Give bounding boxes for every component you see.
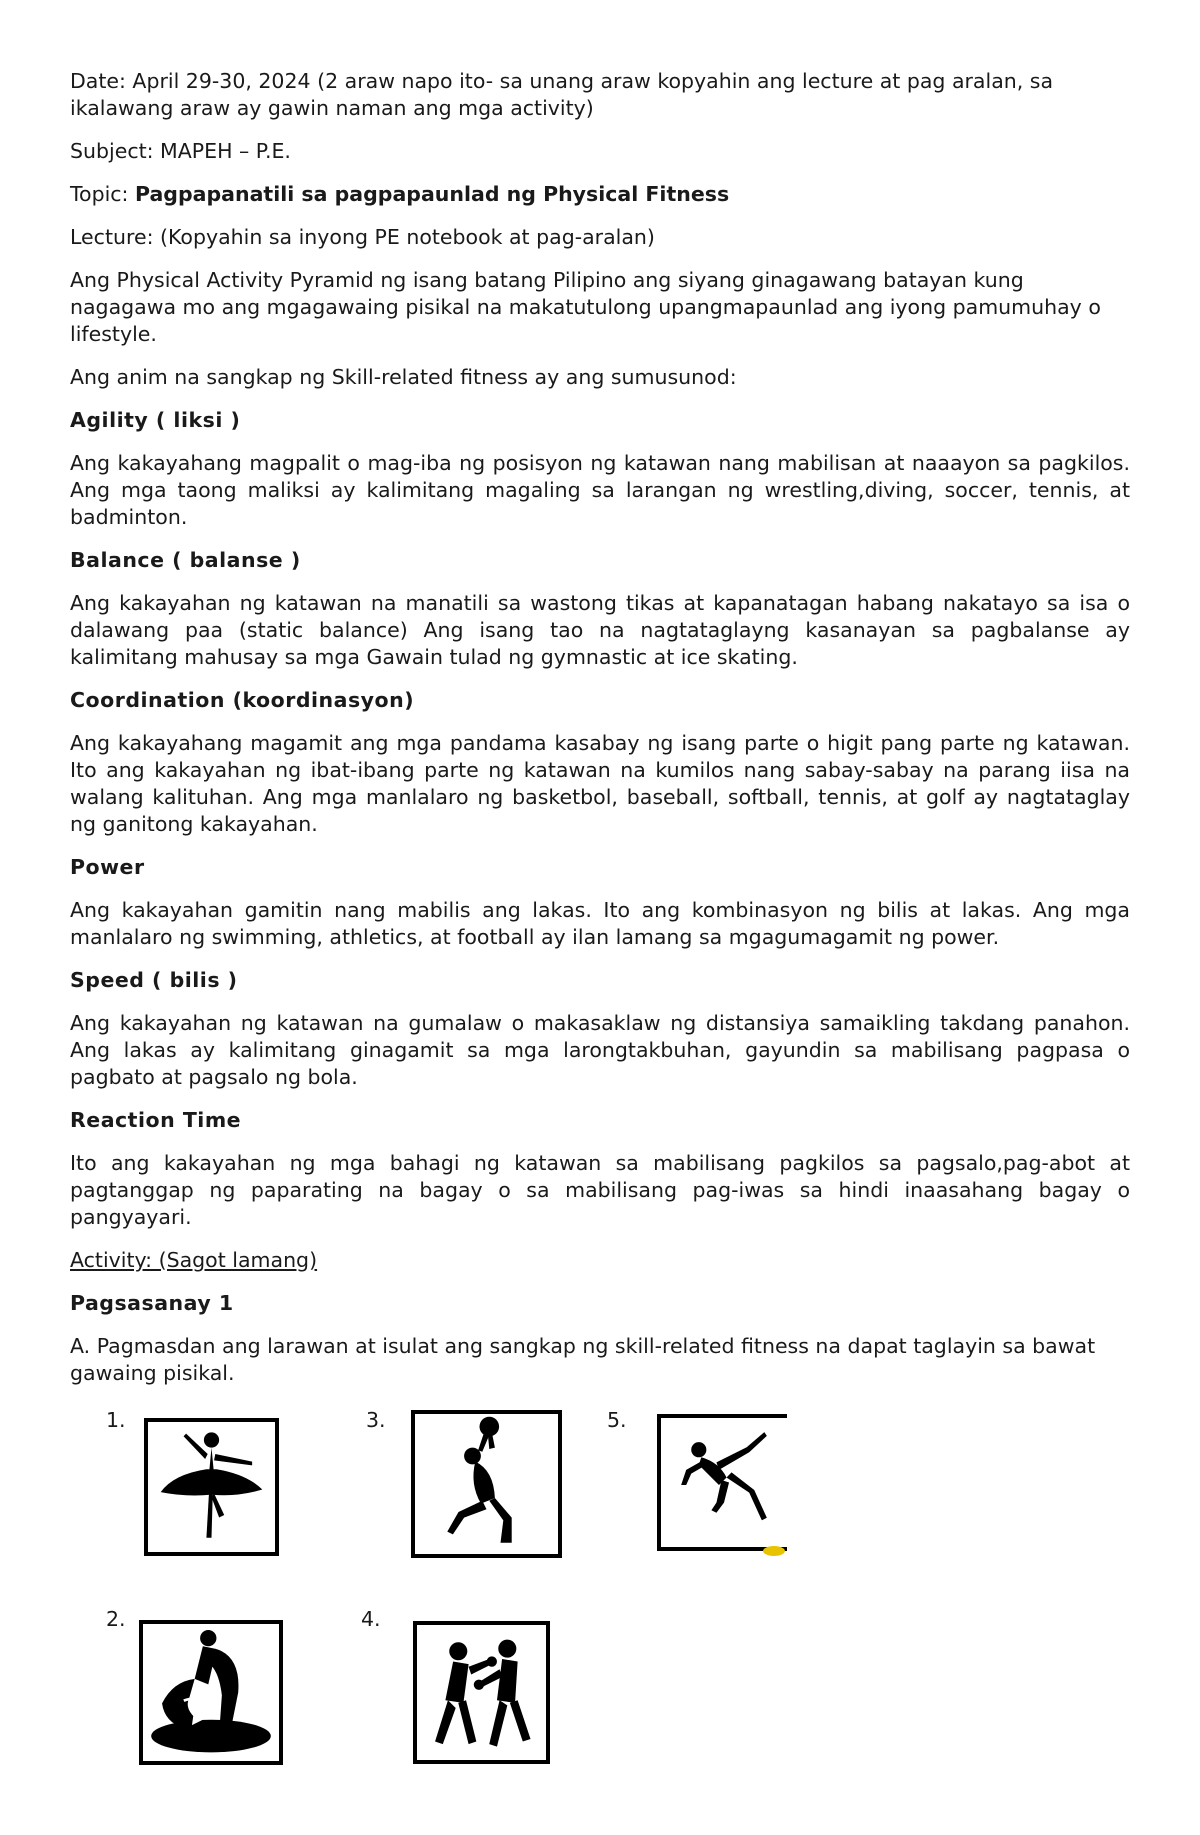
section-body-power: Ang kakayahan gamitin nang mabilis ang lakas. Ito ang kombinasyon ng bilis at lakas. Ang mga manlalaro ng swimming, athletics, at football ay ilan lamang sa mgagumagamit ng power. xyxy=(70,898,1130,949)
section-body-speed: Ang kakayahan ng katawan na gumalaw o makasaklaw ng distansiya samaikling takdang panahon. Ang lakas ay kalimitang ginagamit sa mga larongtakbuhan, gayundin sa mabilisang pagpasa o pagbato at pagsalo ng bola. xyxy=(70,1011,1130,1089)
wrestling-icon xyxy=(139,1620,283,1765)
item-number-3: 3. xyxy=(366,1408,386,1432)
boxing-icon xyxy=(413,1621,550,1764)
item-number-2: 2. xyxy=(106,1607,126,1631)
intro-components-line: Ang anim na sangkap ng Skill-related fitness ay ang sumusunod: xyxy=(70,365,737,389)
section-body-agility: Ang kakayahang magpalit o mag-iba ng posisyon ng katawan nang mabilisan at naaayon sa pagkilos. Ang mga taong maliksi ay kalimitang magaling sa larangan ng wrestling,diving, soccer, tennis, at badminton. xyxy=(70,451,1130,529)
intro-paragraph: Ang Physical Activity Pyramid ng isang batang Pilipino ang siyang ginagawang batayan kung nagagawa mo ang mgagawaing pisikal na makatutulong upangmapaunlad ang iyong pamumuhay o lifestyle. xyxy=(70,268,1101,346)
exercise-instruction: A. Pagmasdan ang larawan at isulat ang sangkap ng skill-related fitness na dapat taglayin sa bawat gawaing pisikal. xyxy=(70,1334,1096,1385)
section-body-coordination: Ang kakayahang magamit ang mga pandama kasabay ng isang parte o higit pang parte ng katawan. Ito ang kakayahan ng ibat-ibang parte ng katawan na kumilos nang sabay-sabay na parang iisa na walang kalituhan. Ang mga manlalaro ng basketbol, baseball, softball, tennis, at golf ay nagtataglay ng ganitong kakayahan. xyxy=(70,731,1130,836)
section-heading-reaction-time: Reaction Time xyxy=(70,1108,242,1132)
topic-label: Topic: xyxy=(70,182,135,206)
item-number-5: 5. xyxy=(607,1408,627,1432)
exercise-title: Pagsasanay 1 xyxy=(70,1291,234,1315)
section-heading-speed: Speed ( bilis ) xyxy=(70,968,238,992)
lecture-line: Lecture: (Kopyahin sa inyong PE notebook at pag-aralan) xyxy=(70,225,655,249)
sprinter-icon xyxy=(657,1414,787,1551)
section-heading-power: Power xyxy=(70,855,145,879)
item-number-1: 1. xyxy=(106,1408,126,1432)
activity-label: Activity: (Sagot lamang) xyxy=(70,1248,318,1272)
topic-value: Pagpapanatili sa pagpapaunlad ng Physical Fitness xyxy=(134,182,730,206)
section-heading-coordination: Coordination (koordinasyon) xyxy=(70,688,415,712)
item-number-4: 4. xyxy=(361,1607,381,1631)
date-line: Date: April 29-30, 2024 (2 araw napo ito- sa unang araw kopyahin ang lecture at pag aralan, sa ikalawang araw ay gawin naman ang mga activity) xyxy=(70,69,1054,120)
topic-line xyxy=(70,181,1130,208)
document-content xyxy=(70,68,1130,1403)
section-heading-agility: Agility ( liksi ) xyxy=(70,408,241,432)
section-heading-balance: Balance ( balanse ) xyxy=(70,548,301,572)
basketball-player-icon xyxy=(411,1410,562,1558)
section-body-balance: Ang kakayahan ng katawan na manatili sa wastong tikas at kapanatagan habang nakatayo sa isa o dalawang paa (static balance) Ang isang tao na nagtataglayng kasanayan sa pagbalanse ay kalimitang mahusay sa mga Gawain tulad ng gymnastic at ice skating. xyxy=(70,591,1130,669)
section-body-reaction-time: Ito ang kakayahan ng mga bahagi ng katawan sa mabilisang pagkilos sa pagsalo,pag-abot at pagtanggap ng paparating na bagay o sa mabilisang pag-iwas sa hindi inaasahang bagay o pangyayari. xyxy=(70,1151,1130,1229)
subject-line: Subject: MAPEH – P.E. xyxy=(70,139,291,163)
ballet-dancer-icon xyxy=(144,1418,279,1556)
sprinter-logo-icon xyxy=(763,1546,785,1556)
